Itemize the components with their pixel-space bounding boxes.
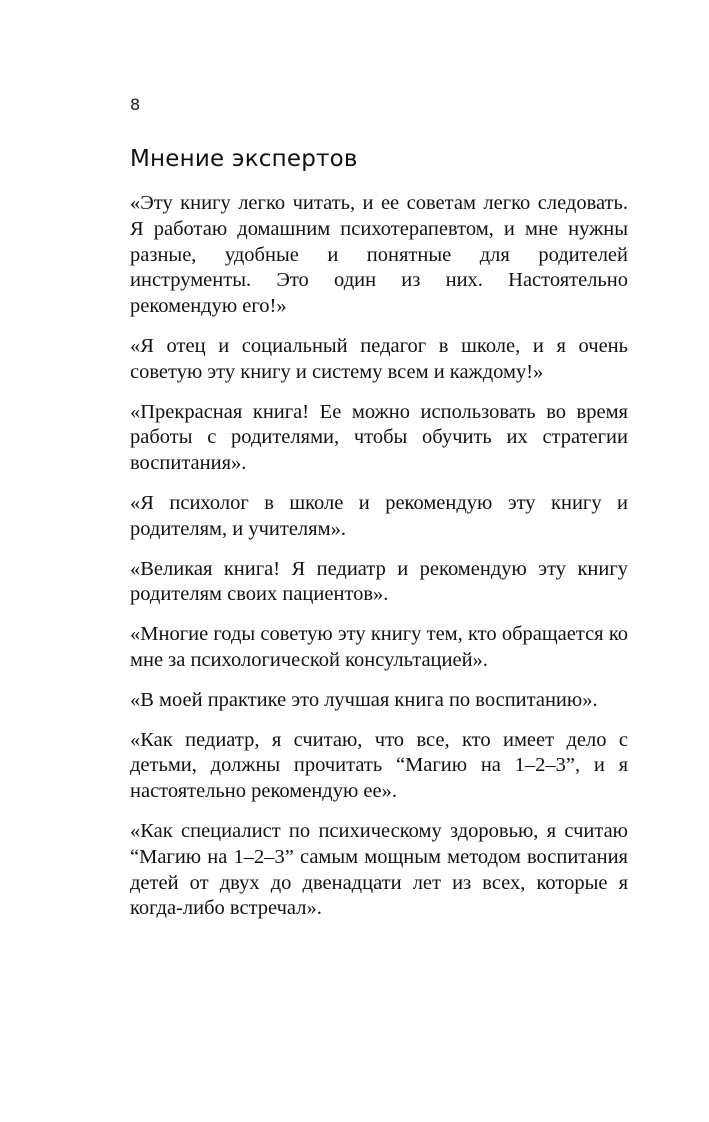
expert-quote: «В моей практике это лучшая книга по воспитанию». xyxy=(130,688,598,711)
expert-quote: «Я психолог в школе и рекомендую эту книгу и родителям, и учителям». xyxy=(130,491,628,540)
expert-quote: «Многие годы советую эту книгу тем, кто обращается ко мне за психологической консультацией». xyxy=(130,623,628,671)
page-number: 8 xyxy=(130,95,141,114)
expert-quote: «Прекрасная книга! Ее можно использовать во время работы с родителями, чтобы обучить их стратегии воспитания». xyxy=(130,400,628,475)
expert-quote: «Великая книга! Я педиатр и рекомендую эту книгу родителям своих пациентов». xyxy=(130,557,628,606)
expert-quote: «Как педиатр, я считаю, что все, кто имеет дело с детьми, должны прочитать “Магию на 1–2–3”, и я настоятельно рекомендую ее». xyxy=(130,728,628,803)
expert-quote: «Как специалист по психическому здоровью, я считаю “Магию на 1–2–3” самым мощным методом воспитания детей от двух до двенадцати лет из всех, которые я когда-либо встречал». xyxy=(130,819,628,920)
expert-quote: «Эту книгу легко читать, и ее советам легко следовать. Я работаю домашним психотерапевтом, и мне нужны разные, удобные и понятные для родителей инструменты. Это один из них. Настоятельно рекомендую его!» xyxy=(130,192,628,318)
expert-quotes-list xyxy=(130,191,628,936)
section-title: Мнение экспертов xyxy=(130,146,358,172)
expert-quote: «Я отец и социальный педагог в школе, и я очень советую эту книгу и систему всем и каждому!» xyxy=(130,334,628,383)
